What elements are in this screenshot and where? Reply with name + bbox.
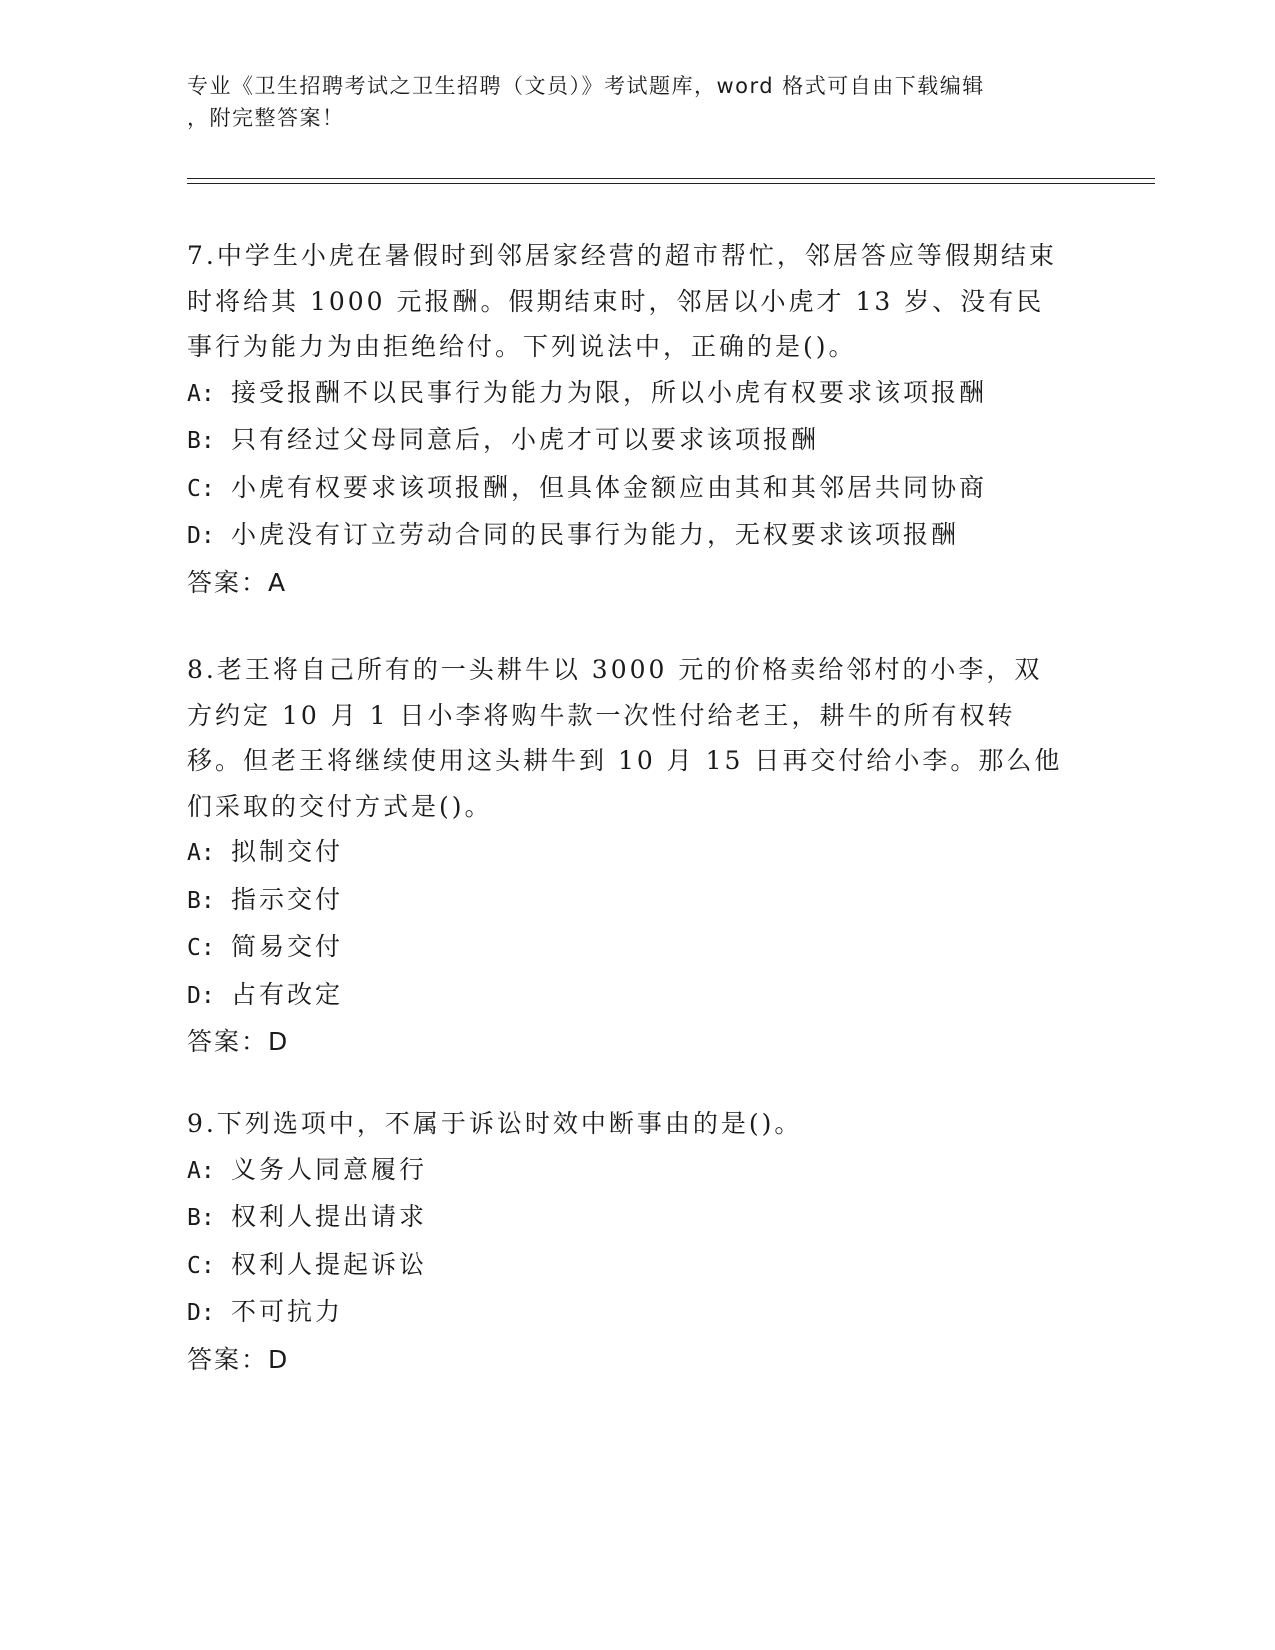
header-divider-bottom (187, 183, 1155, 184)
question-9 (187, 1101, 1067, 1382)
header-divider-top (187, 178, 1155, 179)
option-d (187, 512, 1067, 560)
option-letter: D: (187, 982, 215, 1009)
option-letter: D: (187, 523, 215, 549)
option-text: 简易交付 (231, 932, 344, 961)
document-header (187, 70, 1067, 134)
option-text: 权利人提出请求 (231, 1202, 428, 1231)
answer-line: 答案：D (187, 1344, 290, 1374)
option-letter: D: (187, 1300, 215, 1326)
option-text: 义务人同意履行 (231, 1154, 428, 1184)
option-text: 接受报酬不以民事行为能力为限，所以小虎有权要求该项报酬 (231, 377, 988, 407)
question-8 (187, 647, 1067, 1065)
option-text: 拟制交付 (231, 837, 344, 866)
header-line-2: ，附完整答案！ (187, 106, 345, 130)
option-d (187, 972, 1067, 1020)
option-text: 权利人提起诉讼 (231, 1249, 428, 1279)
option-text: 指示交付 (231, 884, 344, 914)
question-stem: 8.老王将自己所有的一头耕牛以 3000 元的价格卖给邻村的小李，双方约定 10 月 1 日小李将购牛款一次性付给老王，耕牛的所有权转移。但老王将继续使用这头耕牛到 10 月 15 日再交付给小李。那么他们采取的交付方式是()。 (187, 655, 1063, 821)
option-letter: C: (187, 475, 215, 502)
option-letter: B: (187, 428, 215, 454)
option-d (187, 1289, 1067, 1337)
option-c (187, 465, 1067, 513)
option-c (187, 924, 1067, 972)
option-letter: A: (187, 1157, 215, 1184)
question-7 (187, 233, 1067, 605)
option-text: 不可抗力 (231, 1297, 344, 1326)
option-text: 只有经过父母同意后，小虎才可以要求该项报酬 (231, 425, 820, 454)
option-c (187, 1242, 1067, 1290)
option-b (187, 417, 1067, 465)
option-letter: C: (187, 935, 215, 961)
option-a (187, 829, 1067, 877)
option-b (187, 1194, 1067, 1242)
option-letter: B: (187, 887, 215, 914)
option-letter: B: (187, 1205, 215, 1231)
option-letter: A: (187, 380, 215, 407)
option-text: 小虎有权要求该项报酬，但具体金额应由其和其邻居共同协商 (231, 472, 988, 502)
answer-line: 答案：A (187, 567, 288, 597)
question-stem: 9.下列选项中，不属于诉讼时效中断事由的是()。 (187, 1109, 803, 1138)
option-a (187, 1147, 1067, 1195)
option-text: 小虎没有订立劳动合同的民事行为能力，无权要求该项报酬 (231, 520, 960, 549)
option-letter: A: (187, 840, 215, 866)
option-b (187, 877, 1067, 925)
header-line-1: 专业《卫生招聘考试之卫生招聘（文员）》考试题库，word 格式可自由下载编辑 (187, 74, 985, 98)
option-text: 占有改定 (231, 979, 344, 1009)
option-letter: C: (187, 1252, 215, 1279)
question-stem: 7.中学生小虎在暑假时到邻居家经营的超市帮忙，邻居答应等假期结束时将给其 1000 元报酬。假期结束时，邻居以小虎才 13 岁、没有民事行为能力为由拒绝给付。下列说法中，正确的是()。 (187, 241, 1057, 361)
option-a (187, 370, 1067, 418)
answer-line: 答案：D (187, 1027, 290, 1056)
